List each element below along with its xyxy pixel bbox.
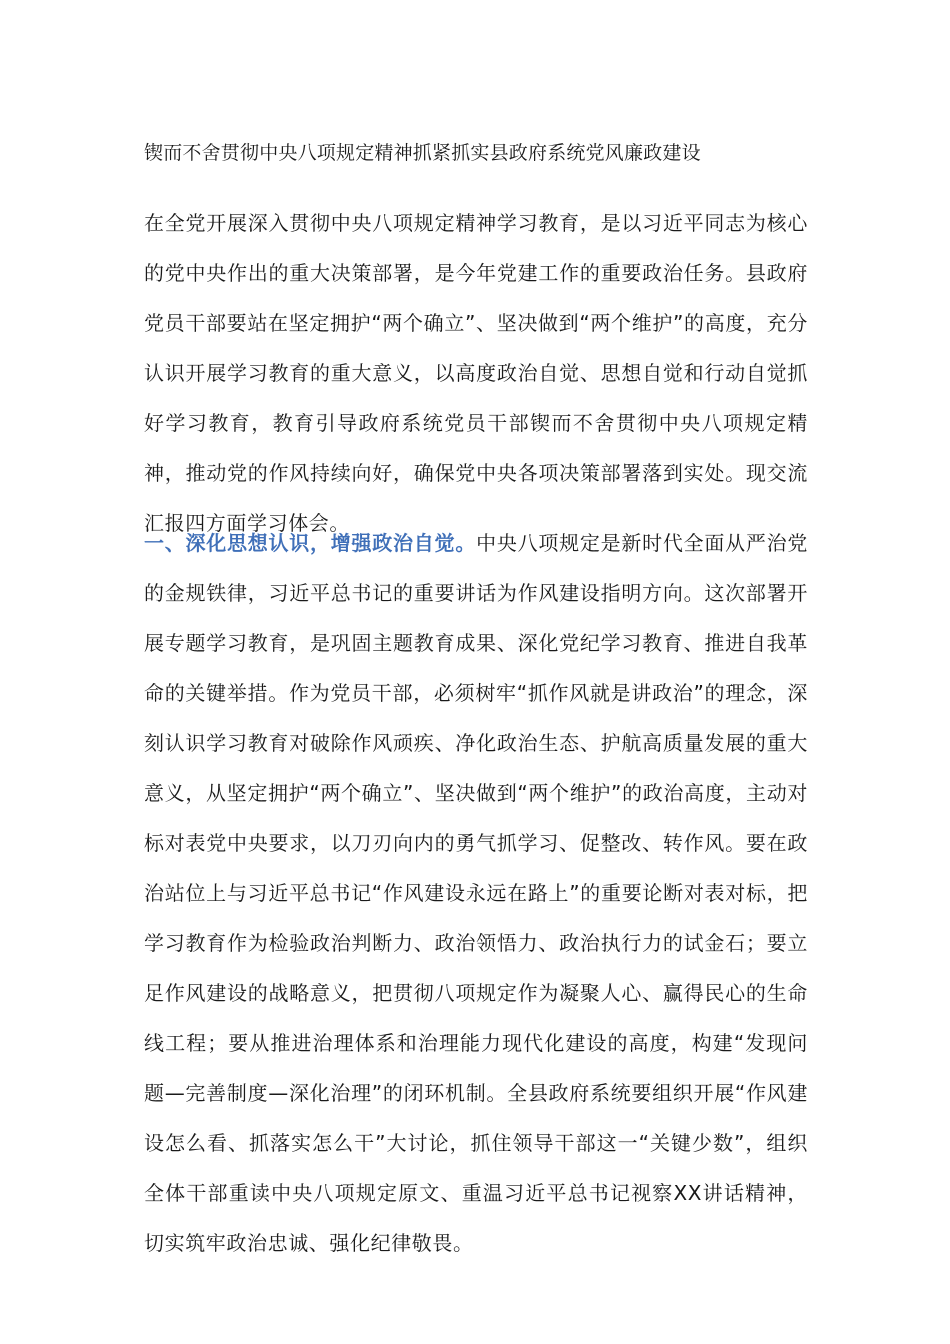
section-one-body: 中央八项规定是新时代全面从严治党的金规铁律，习近平总书记的重要讲话为作风建设指明方向。这次部署开展专题学习教育，是巩固主题教育成果、深化党纪学习教育、推进自我革命的关键举措。作为党员干部，必须树牢“抓作风就是讲政治”的理念，深刻认识学习教育对破除作风顽疾、净化政治生态、护航高质量发展的重大意义，从坚定拥护“两个确立”、坚决做到“两个维护”的政治高度，主动对标对表党中央要求，以刀刃向内的勇气抓学习、促整改、转作风。要在政治站位上与习近平总书记“作风建设永远在路上”的重要论断对表对标，把学习教育作为检验政治判断力、政治领悟力、政治执行力的试金石；要立足作风建设的战略意义，把贯彻八项规定作为凝聚人心、赢得民心的生命线工程；要从推进治理体系和治理能力现代化建设的高度，构建“发现问题—完善制度—深化治理”的闭环机制。全县政府系统要组织开展“作风建设怎么看、抓落实怎么干”大讨论，抓住领导干部这一“关键少数”，组织全体干部重读中央八项规定原文、重温习近平总书记视察XX讲话精神，切实筑牢政治忠诚、强化纪律敬畏。 [144, 531, 808, 1255]
section-one-paragraph [144, 518, 808, 1268]
section-one-heading: 一、深化思想认识，增强政治自觉。 [144, 531, 477, 555]
intro-paragraph: 在全党开展深入贯彻中央八项规定精神学习教育，是以习近平同志为核心的党中央作出的重大决策部署，是今年党建工作的重要政治任务。县政府党员干部要站在坚定拥护“两个确立”、坚决做到“两个维护”的高度，充分认识开展学习教育的重大意义，以高度政治自觉、思想自觉和行动自觉抓好学习教育，教育引导政府系统党员干部锲而不舍贯彻中央八项规定精神，推动党的作风持续向好，确保党中央各项决策部署落到实处。现交流汇报四方面学习体会。 [144, 211, 808, 535]
document-title: 锲而不舍贯彻中央八项规定精神抓紧抓实县政府系统党风廉政建设 [144, 142, 701, 164]
